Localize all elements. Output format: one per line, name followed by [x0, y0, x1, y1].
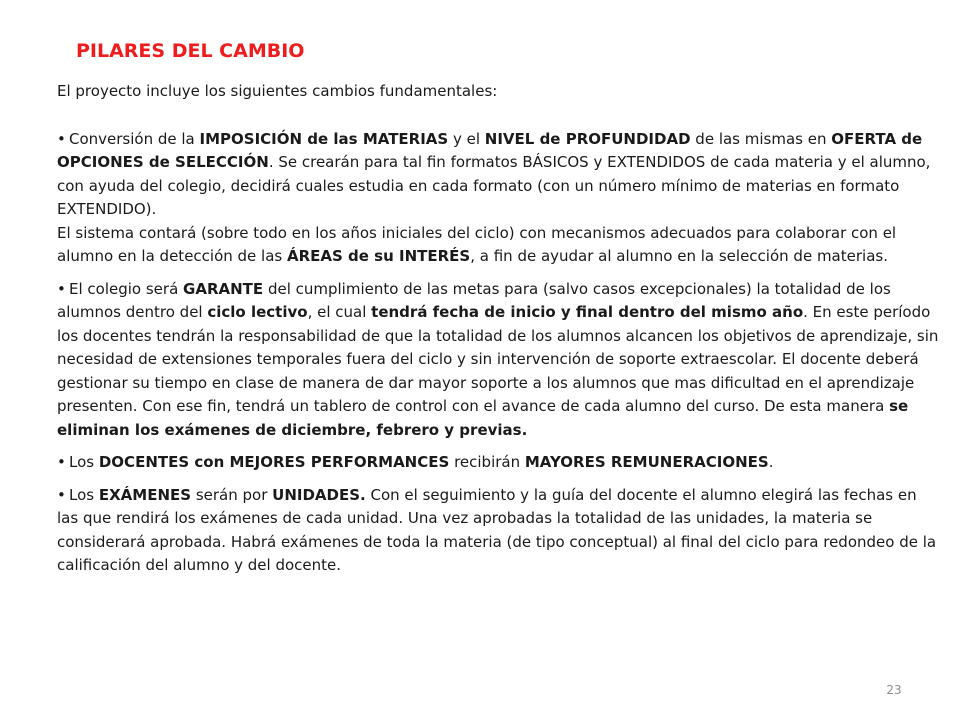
- bullet-item-exams: [57, 484, 939, 578]
- text-run: , el cual: [307, 303, 372, 321]
- bullet-item-subjects: [57, 128, 939, 222]
- text-run: , a fin de ayudar al alumno en la selección de materias.: [470, 247, 888, 265]
- text-run: . Se crearán para tal fin formatos BÁSICOS y EXTENDIDOS de cada materia y el alumno, con ayuda del colegio, decidirá cuales estudia en cada formato (con un número mínimo de materias en formato EXTENDIDO).: [57, 153, 931, 218]
- text-run: y el: [448, 129, 485, 148]
- text-run: Los: [69, 453, 99, 471]
- bold-text: GARANTE: [183, 279, 264, 298]
- bullet-item-subjects-continuation: [57, 222, 939, 269]
- text-run: serán por: [191, 485, 273, 504]
- text-run: .: [768, 453, 774, 471]
- bold-text: EXÁMENES: [98, 485, 192, 504]
- bold-text: ÁREAS de su INTERÉS: [287, 247, 471, 265]
- intro-text: El proyecto incluye los siguientes cambios fundamentales:: [57, 82, 498, 100]
- page-number: 23: [886, 683, 902, 697]
- slide-content: [57, 80, 939, 587]
- text-run: El sistema contará (sobre todo en los años iniciales del ciclo) con mecanismos adecuados para colaborar con el alumno en la detección de las: [57, 223, 897, 265]
- text-run: del cumplimiento de las metas para (salvo casos excepcionales) la totalidad de los alumnos dentro del: [57, 279, 891, 321]
- text-run: Los: [69, 485, 99, 504]
- bullet-item-teacher-pay: [57, 451, 939, 475]
- bullet-icon: •: [57, 485, 66, 504]
- bullet-icon: •: [57, 129, 66, 148]
- text-run: Con el seguimiento y la guía del docente el alumno elegirá las fechas en las que rendirá los exámenes de cada unidad. Una vez aprobadas la totalidad de las unidades, la materia se considerará aprobada. Habrá exámenes de toda la materia (de tipo conceptual) al final del ciclo para redondeo de la calificación del alumno y del docente.: [57, 485, 937, 574]
- bold-text: ciclo lectivo: [207, 303, 308, 321]
- bold-text: tendrá fecha de inicio y final dentro del mismo año: [371, 303, 804, 321]
- text-run: . En este período los docentes tendrán la responsabilidad de que la totalidad de los alumnos alcancen los objetivos de aprendizaje, sin necesidad de extensiones temporales fuera del ciclo y sin intervención de soporte extraescolar. El docente deberá gestionar su tiempo en clase de manera de dar mayor soporte a los alumnos que mas dificultad en el aprendizaje presenten. Con ese fin, tendrá un tablero de control con el avance de cada alumno del curso. De esta manera: [57, 303, 939, 415]
- text-run: de las mismas en: [690, 129, 832, 148]
- bullet-item-school-guarantee: [57, 278, 939, 443]
- bold-text: UNIDADES.: [272, 485, 366, 504]
- bullet-icon: •: [57, 453, 66, 471]
- bold-text: DOCENTES con MEJORES PERFORMANCES: [98, 453, 450, 471]
- bold-text: se eliminan los exámenes de diciembre, febrero y previas.: [57, 397, 909, 439]
- bold-text: IMPOSICIÓN de las MATERIAS: [199, 129, 449, 148]
- bold-text: OFERTA de OPCIONES de SELECCIÓN: [57, 129, 923, 171]
- text-run: El colegio será: [69, 279, 184, 298]
- text-run: Conversión de la: [69, 129, 200, 148]
- bold-text: NIVEL de PROFUNDIDAD: [484, 129, 691, 148]
- text-run: recibirán: [449, 453, 525, 471]
- bullet-icon: •: [57, 279, 66, 298]
- bold-text: MAYORES REMUNERACIONES: [524, 453, 769, 471]
- slide-title: PILARES DEL CAMBIO: [76, 40, 305, 62]
